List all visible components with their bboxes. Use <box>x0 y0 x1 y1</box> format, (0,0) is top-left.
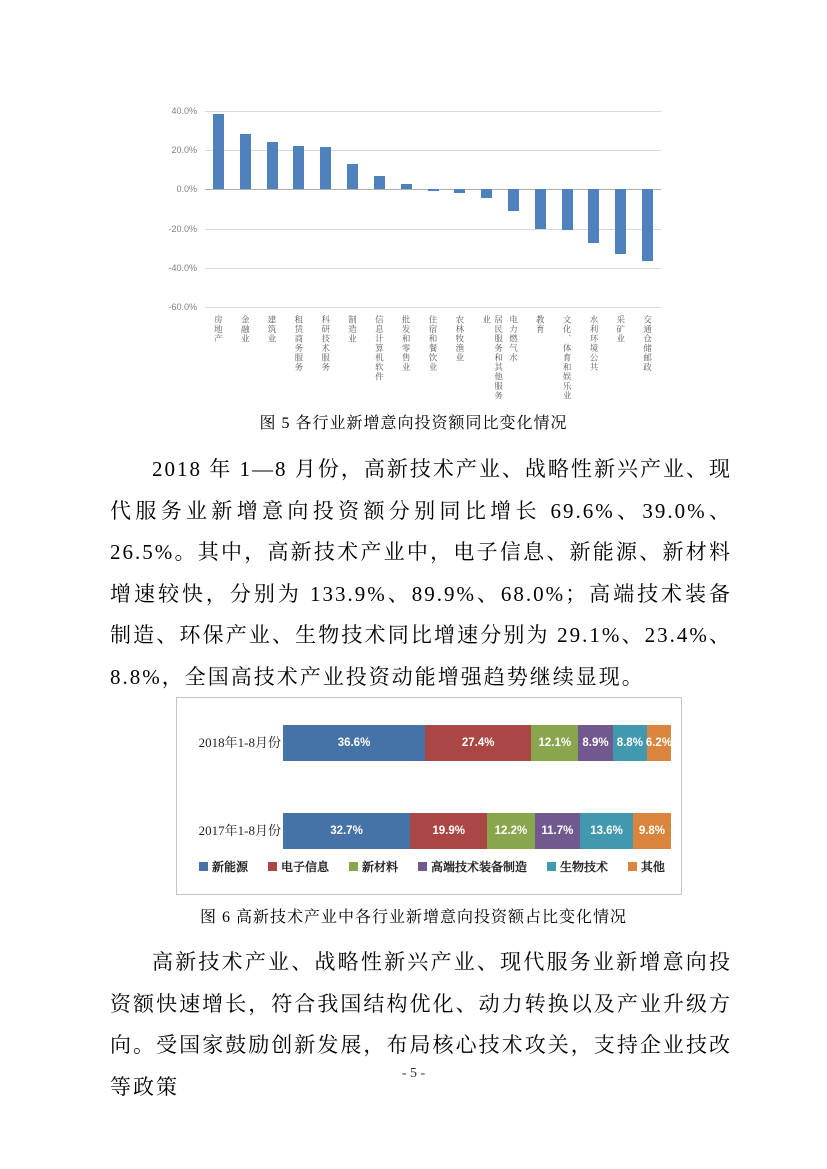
legend-swatch <box>628 862 637 871</box>
bar-segment <box>578 725 613 761</box>
paragraph-1: 2018 年 1—8 月份，高新技术产业、战略性新兴产业、现代服务业新增意向投资额分别同比增长 69.6%、39.0%、26.5%。其中，高新技术产业中，电子信息、新能源、新材料增速较快，分别为 133.9%、89.9%、68.0%；高端技术装备制造、环保产业、生物技术同比增速分别为 29.1%、23.4%、8.8%，全国高技术产业投资动能增强趋势继续显现。 <box>110 457 732 689</box>
legend-label: 高端技术装备制造 <box>430 860 527 874</box>
bar <box>267 142 278 190</box>
gridline <box>205 111 661 112</box>
legend-swatch <box>349 862 358 871</box>
legend-swatch <box>547 862 556 871</box>
bar <box>454 189 465 193</box>
legend-item <box>199 858 248 875</box>
bar-segment <box>647 725 671 761</box>
bar-segment-value: 12.2% <box>494 825 528 837</box>
category-label: 电力燃气水 <box>508 315 519 363</box>
category-label: 科研技术服务 <box>320 315 331 372</box>
legend-label: 新能源 <box>212 860 249 874</box>
legend <box>199 858 665 875</box>
category-label: 文化、体育和娱乐业 <box>562 315 573 401</box>
legend-item <box>268 858 329 875</box>
bar-segment-value: 8.9% <box>582 737 609 749</box>
legend-label: 电子信息 <box>280 860 329 874</box>
bar <box>347 164 358 190</box>
legend-swatch <box>418 862 427 871</box>
paragraph-2: 高新技术产业、战略性新兴产业、现代服务业新增意向投资额快速增长，符合我国结构优化、动力转换以及产业升级方向。受国家鼓励创新发展，布局核心技术攻关，支持企业技改等政策 <box>110 950 732 1099</box>
legend-swatch <box>268 862 277 871</box>
bar <box>401 184 412 190</box>
bar-segment-value: 12.1% <box>538 737 572 749</box>
bar-segment-value: 13.6% <box>590 825 623 837</box>
bar <box>588 189 599 243</box>
row-label: 2017年1-8月份 <box>198 823 281 838</box>
bar <box>562 189 573 229</box>
y-axis-tick: 40.0% <box>171 106 197 116</box>
bar-segment-value: 36.6% <box>337 737 371 749</box>
legend-item <box>628 858 665 875</box>
y-axis-tick: 0.0% <box>176 184 197 195</box>
bar-segment-value: 32.7% <box>330 825 363 837</box>
bar-segment <box>633 813 671 849</box>
bar <box>615 189 626 254</box>
category-label: 交通仓储邮政 <box>642 315 653 372</box>
category-label: 制造业 <box>347 315 358 344</box>
bar-segment <box>613 725 647 761</box>
stacked-bar <box>283 725 671 761</box>
bar <box>642 189 653 261</box>
category-label: 房地产 <box>213 315 224 344</box>
legend-label: 其他 <box>640 860 665 874</box>
legend-item <box>418 858 527 875</box>
bar-segment-value: 27.4% <box>461 737 495 749</box>
y-axis-tick: -60.0% <box>168 302 197 312</box>
bar <box>293 146 304 189</box>
bar <box>508 189 519 210</box>
category-label: 批发和零售业 <box>401 315 412 372</box>
bar <box>481 189 492 198</box>
legend-item <box>547 858 608 875</box>
legend-label: 新材料 <box>361 860 398 874</box>
bar-segment-value: 9.8% <box>638 825 666 837</box>
bar <box>320 147 331 189</box>
bar-segment <box>410 813 487 849</box>
bar <box>240 134 251 189</box>
figure6-stacked-bar-chart <box>176 697 682 895</box>
gridline <box>205 307 661 308</box>
bar <box>374 176 385 190</box>
category-label: 建筑业 <box>267 315 278 344</box>
bar-segment <box>283 813 410 849</box>
stacked-bar <box>283 813 671 849</box>
category-label: 住宿和餐饮业 <box>428 315 438 372</box>
y-axis-tick: -40.0% <box>168 262 197 273</box>
bar-segment-value: 11.7% <box>541 825 574 837</box>
category-label: 金融业 <box>240 315 251 344</box>
figure5-bar-chart <box>163 103 693 403</box>
category-label: 居民服务和其他服务业 <box>481 315 504 401</box>
gridline <box>205 268 661 269</box>
bar-segment <box>535 813 580 849</box>
bar <box>535 189 546 228</box>
bar-segment <box>580 813 633 849</box>
page-number: - 5 - <box>401 1066 426 1081</box>
figure6-caption: 图 6 高新技术产业中各行业新增意向投资额占比变化情况 <box>199 909 627 926</box>
legend-item <box>349 858 398 875</box>
legend-label: 生物技术 <box>559 860 608 874</box>
bar-segment-value: 8.8% <box>616 737 643 749</box>
category-label: 采矿业 <box>615 315 626 344</box>
bar <box>213 114 224 189</box>
bar-segment <box>425 725 531 761</box>
legend-swatch <box>199 862 208 871</box>
category-label: 水利环境公共 <box>588 315 599 372</box>
bar <box>428 189 439 191</box>
category-label: 信息计算机软件 <box>374 315 385 382</box>
category-label: 租赁商务服务 <box>293 315 304 372</box>
bar-segment-value: 6.2% <box>645 737 673 749</box>
bar-segment <box>487 813 534 849</box>
category-label: 教育 <box>535 315 546 334</box>
category-label: 农林牧渔业 <box>454 315 465 363</box>
bar-segment-value: 19.9% <box>432 825 465 837</box>
y-axis-tick: 20.0% <box>171 145 197 156</box>
y-axis-tick: -20.0% <box>168 223 197 234</box>
figure5-caption: 图 5 各行业新增意向投资额同比变化情况 <box>259 415 568 432</box>
bar-segment <box>531 725 578 761</box>
row-label: 2018年1-8月份 <box>198 735 281 750</box>
bar-segment <box>283 725 425 761</box>
